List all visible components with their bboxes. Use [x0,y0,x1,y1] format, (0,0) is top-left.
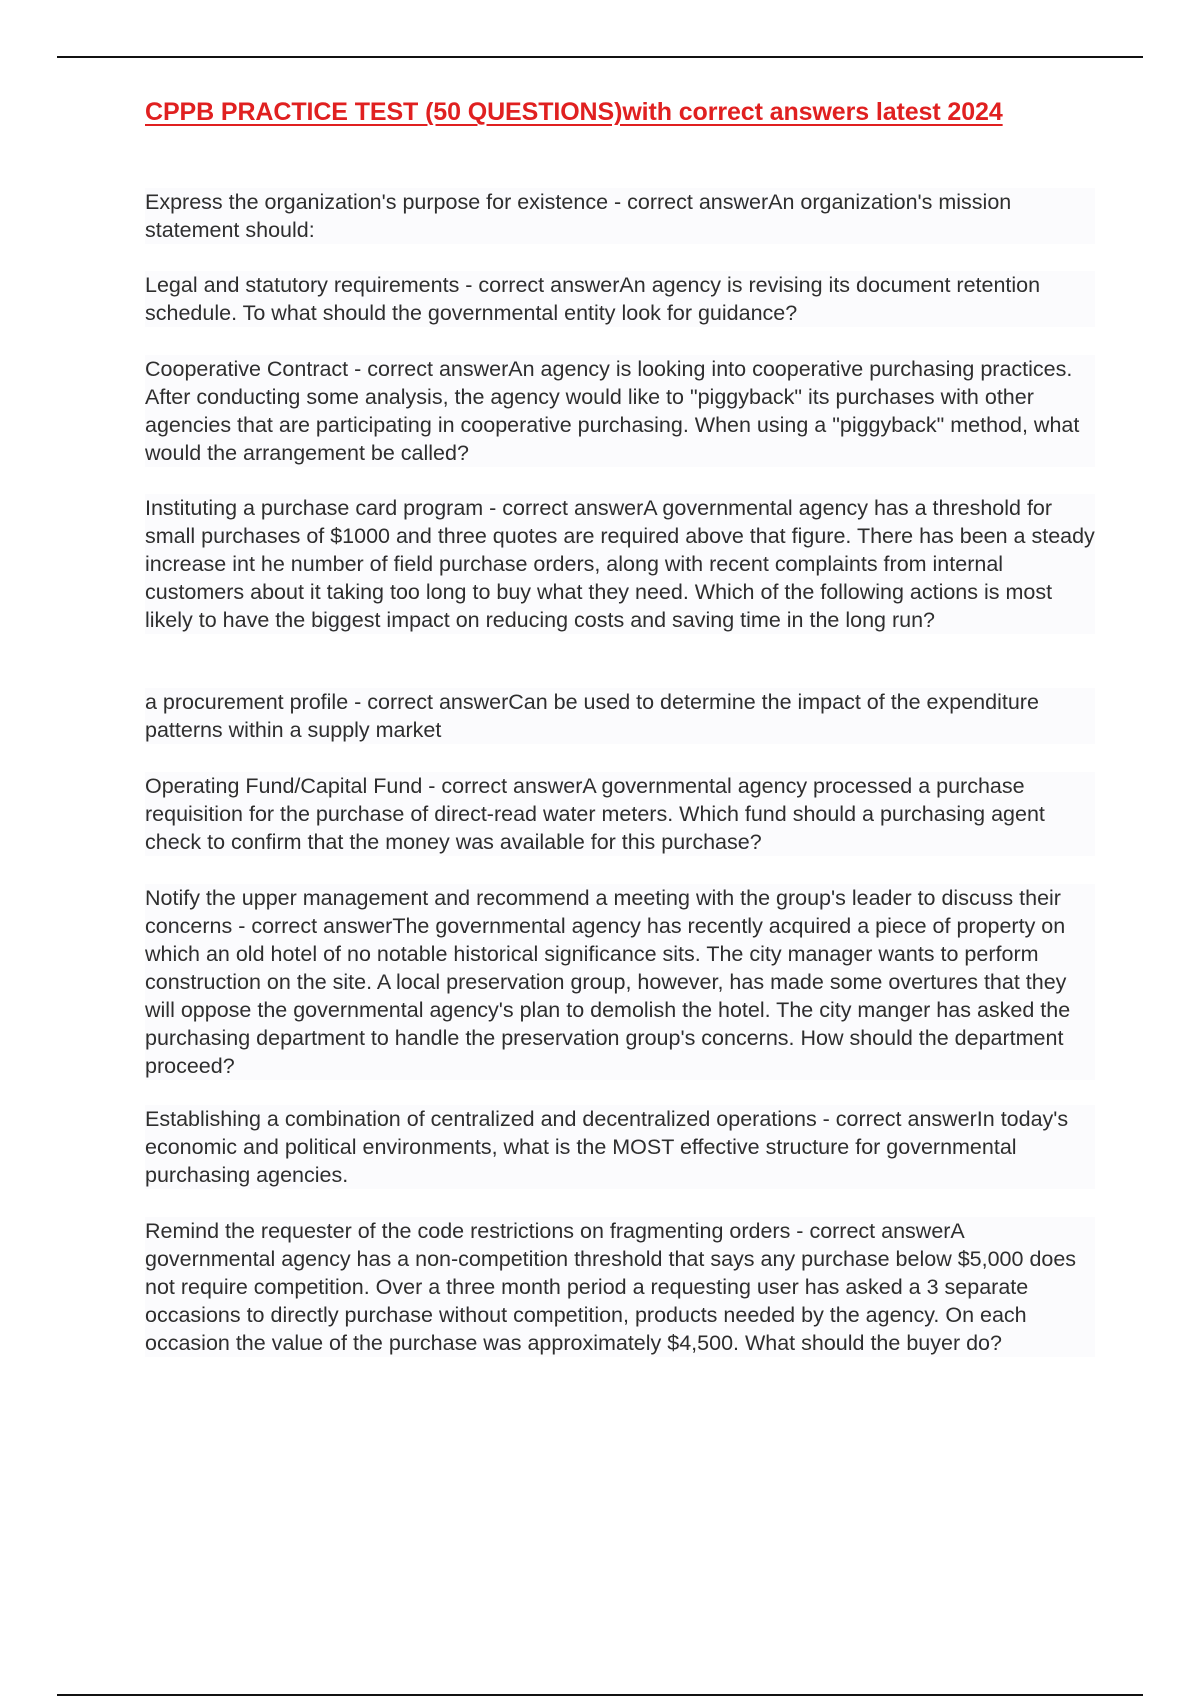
qa-entry-5: a procurement profile - correct answerCan be used to determine the impact of the expenditure patterns within a supply market [145,688,1095,744]
qa-entry-3: Cooperative Contract - correct answerAn agency is looking into cooperative purchasing practices. After conducting some analysis, the agency would like to "piggyback" its purchases with other agencies that are participating in cooperative purchasing. When using a "piggyback" method, what would the arrangement be called? [145,355,1095,467]
bottom-divider [57,1694,1143,1696]
qa-entry-8: Establishing a combination of centralized and decentralized operations - correct answerIn today's economic and political environments, what is the MOST effective structure for governmental purchasing agencies. [145,1105,1095,1189]
qa-entry-4: Instituting a purchase card program - correct answerA governmental agency has a threshold for small purchases of $1000 and three quotes are required above that figure. There has been a steady increase int he number of field purchase orders, along with recent complaints from internal customers about it taking too long to buy what they need. Which of the following actions is most likely to have the biggest impact on reducing costs and saving time in the long run? [145,496,1095,632]
qa-entry-9: Remind the requester of the code restrictions on fragmenting orders - correct answerA governmental agency has a non-competition threshold that says any purchase below $5,000 does not require competition. Over a three month period a requesting user has asked a 3 separate occasions to directly purchase without competition, products needed by the agency. On each occasion the value of the purchase was approximately $4,500. What should the buyer do? [145,1217,1095,1357]
qa-entry-2: Legal and statutory requirements - correct answerAn agency is revising its document retention schedule. To what should the governmental entity look for guidance? [145,271,1095,327]
qa-entry-6: Operating Fund/Capital Fund - correct answerA governmental agency processed a purchase requisition for the purchase of direct-read water meters. Which fund should a purchasing agent check to confirm that the money was available for this purchase? [145,772,1095,856]
document-title: CPPB PRACTICE TEST (50 QUESTIONS)with correct answers latest 2024 [145,98,1003,126]
qa-entry-7: Notify the upper management and recommend a meeting with the group's leader to discuss their concerns - correct answerThe governmental agency has recently acquired a piece of property on which an old hotel of no notable historical significance sits. The city manager wants to perform construction on the site. A local preservation group, however, has made some overtures that they will oppose the governmental agency's plan to demolish the hotel. The city manger has asked the purchasing department to handle the preservation group's concerns. How should the department proceed? [145,884,1095,1080]
qa-entry-1: Express the organization's purpose for existence - correct answerAn organization's mission statement should: [145,188,1095,244]
top-divider [57,56,1143,58]
